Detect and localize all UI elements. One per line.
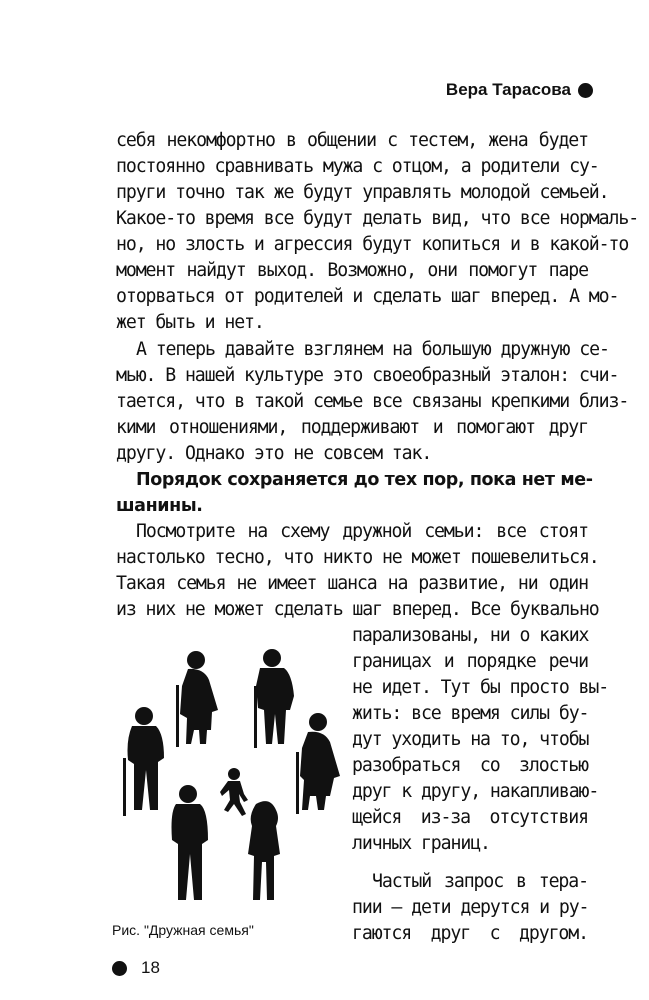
- paragraph-4-wrap: [352, 869, 588, 947]
- elderly-woman-cane-right-silhouette: [296, 713, 340, 814]
- text-line: Частый запрос в тера-: [372, 871, 588, 892]
- bold-statement: [116, 467, 593, 519]
- paragraph-3: [116, 519, 599, 623]
- paragraph-3-wrap: [352, 623, 609, 857]
- figure-caption: Рис. "Дружная семья": [112, 922, 254, 938]
- paragraph-1: [116, 128, 639, 336]
- text-line: мью. В нашей культуре это своеобразный эталон: счи-: [116, 365, 619, 386]
- text-line: себя некомфортно в общении с тестем, жена будет: [116, 130, 588, 151]
- text-line: постоянно сравнивать мужа с отцом, а родители су-: [116, 156, 599, 177]
- adult-man-silhouette: [172, 785, 209, 900]
- bold-text-line: Порядок сохраняется до тех пор, пока нет ме-: [136, 470, 593, 490]
- text-line: Такая семья не имеет шанса на развитие, ни один: [116, 573, 588, 594]
- author-name: Вера Тарасова: [445, 80, 571, 99]
- text-line: личных границ.: [352, 833, 490, 854]
- page-number: 18: [141, 958, 160, 977]
- text-line: границах и порядке речи: [352, 651, 588, 672]
- paragraph-2: [116, 337, 629, 467]
- adult-woman-silhouette: [248, 801, 280, 900]
- text-line: Какое-то время все будут делать вид, что все нормаль-: [116, 208, 639, 229]
- text-line: кими отношениями, поддерживают и помогают друг: [116, 417, 588, 438]
- text-line: жет быть и нет.: [116, 312, 264, 333]
- text-line: из них не может сделать шаг вперед. Все буквально: [116, 599, 599, 620]
- text-line: не идет. Тут бы просто вы-: [352, 677, 609, 698]
- text-line: дут уходить на то, чтобы: [352, 729, 589, 750]
- text-line: жить: все время силы бу-: [352, 703, 589, 724]
- text-line: момент найдут выход. Возможно, они помогут паре: [116, 260, 588, 281]
- elderly-woman-cane-left-silhouette: [176, 651, 218, 747]
- family-silhouettes-figure: [108, 640, 348, 910]
- text-line: Посмотрите на схему дружной семьи: все стоят: [136, 521, 588, 542]
- footer-bullet-icon: [112, 961, 127, 976]
- header-bullet-icon: [578, 83, 593, 98]
- elderly-man-cane-center-silhouette: [254, 649, 294, 748]
- text-line: пруги точно так же будут управлять молодой семьей.: [116, 182, 609, 203]
- text-line: другу. Однако это не совсем так.: [116, 443, 432, 464]
- bold-text-line: шанины.: [116, 496, 203, 516]
- text-line: настолько тесно, что никто не может пошевелиться.: [116, 547, 599, 568]
- text-line: оторваться от родителей и сделать шаг вперед. А мо-: [116, 286, 619, 307]
- text-line: но, но злость и агрессия будут копиться и в какой-то: [116, 234, 629, 255]
- page-footer: [112, 958, 160, 978]
- elderly-man-cane-left-silhouette: [123, 707, 164, 816]
- child-running-silhouette: [220, 768, 248, 816]
- text-line: парализованы, ни о каких: [352, 625, 589, 646]
- text-line: тается, что в такой семье все связаны крепкими близ-: [116, 391, 629, 412]
- text-line: щейся из-за отсутствия: [352, 807, 588, 828]
- text-line: А теперь давайте взглянем на большую дружную се-: [136, 339, 609, 360]
- text-line: гаются друг с другом.: [352, 923, 588, 944]
- running-header: [446, 80, 593, 100]
- text-line: разобраться со злостью: [352, 755, 588, 776]
- text-line: пии — дети дерутся и ру-: [352, 897, 589, 918]
- text-line: друг к другу, накапливаю-: [352, 781, 599, 802]
